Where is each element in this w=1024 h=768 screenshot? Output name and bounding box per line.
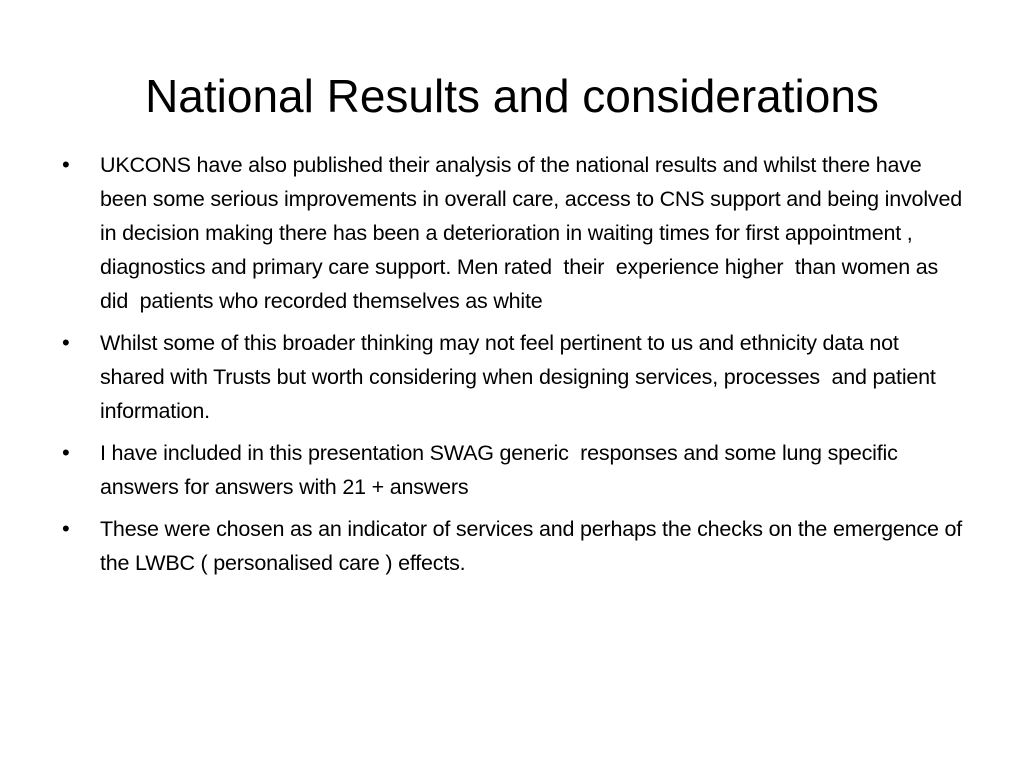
- bullet-text: I have included in this presentation SWAG generic responses and some lung specific answers for answers with 21 + answers: [100, 441, 904, 499]
- bullet-dot-icon: •: [62, 330, 70, 355]
- bullet-list: [62, 148, 966, 588]
- bullet-item: [62, 326, 966, 428]
- bullet-text: Whilst some of this broader thinking may not feel pertinent to us and ethnicity data not shared with Trusts but worth considering when designing services, processes and patient information.: [100, 331, 942, 423]
- bullet-item: [62, 148, 966, 318]
- bullet-item: [62, 512, 966, 580]
- bullet-text: UKCONS have also published their analysis of the national results and whilst there have been some serious improvements in overall care, access to CNS support and being involved in decision making there has been a deterioration in waiting times for first appointment , diagnostics and primary care support. Men rated their experience higher than women as did patients who recorded themselves as white: [100, 153, 968, 313]
- bullet-dot-icon: •: [62, 516, 70, 541]
- bullet-dot-icon: •: [62, 440, 70, 465]
- bullet-text: These were chosen as an indicator of services and perhaps the checks on the emergence of the LWBC ( personalised care ) effects.: [100, 517, 968, 575]
- slide-title: National Results and considerations: [145, 70, 879, 122]
- bullet-dot-icon: •: [62, 152, 70, 177]
- bullet-item: [62, 436, 966, 504]
